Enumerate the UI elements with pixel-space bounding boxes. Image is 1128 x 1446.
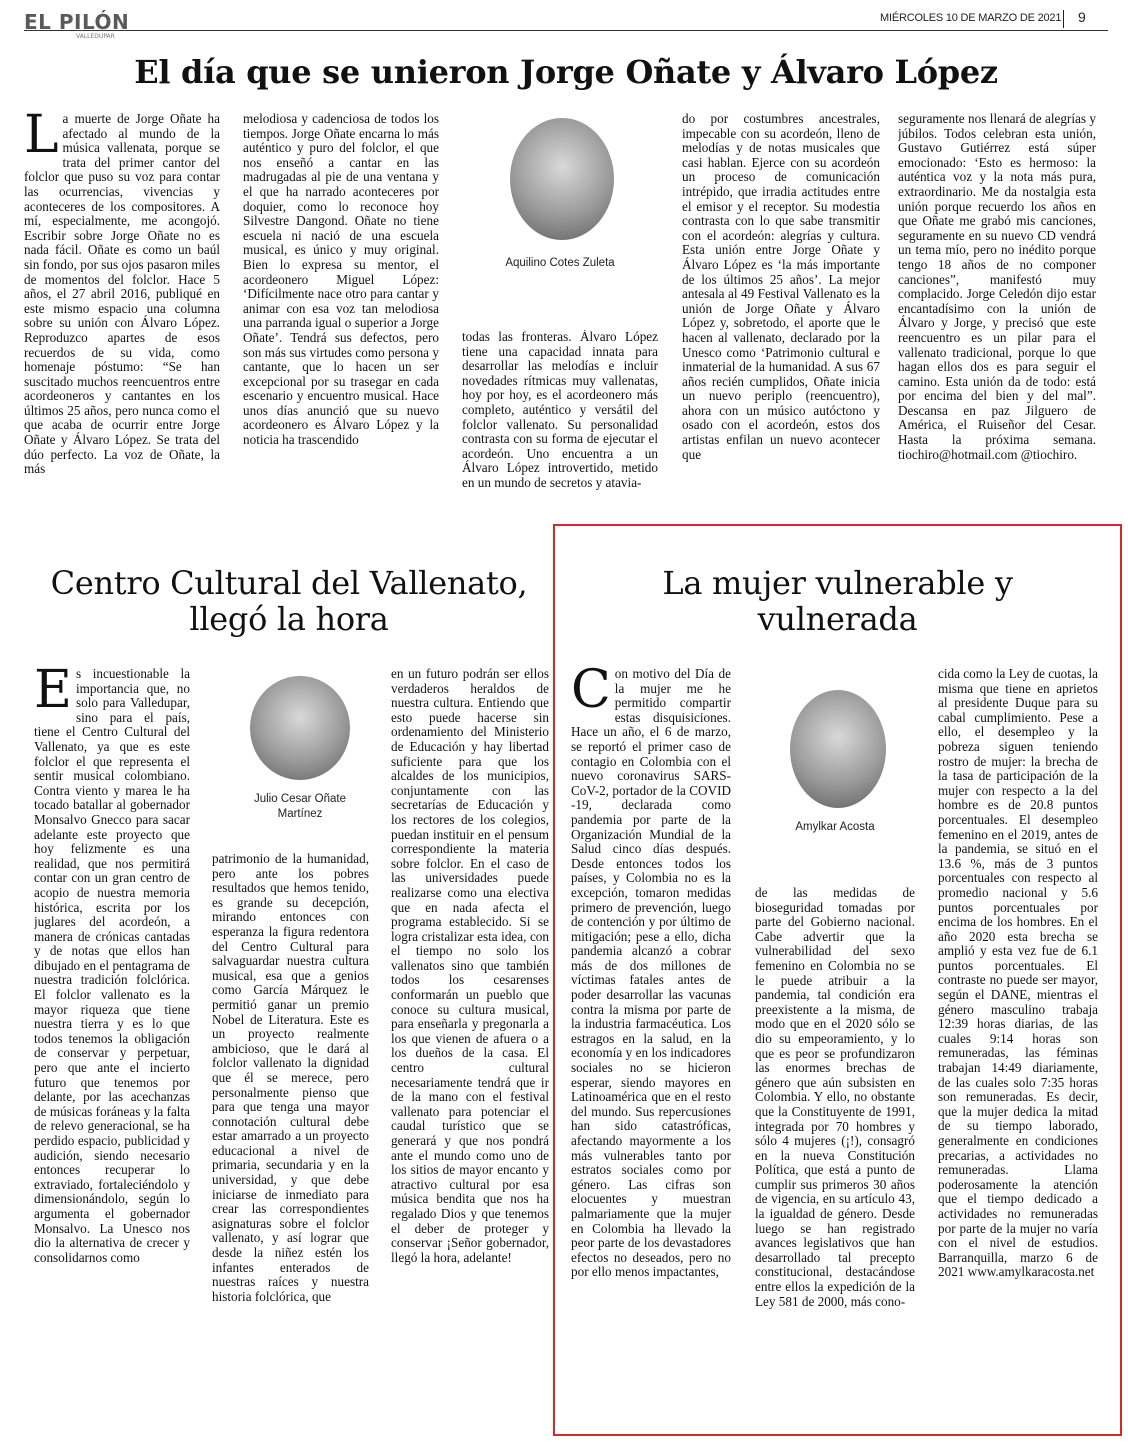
article2-column-3 (391, 667, 549, 1419)
article2-title-line-2: llegó la hora (189, 600, 389, 638)
header-separator (1063, 10, 1064, 28)
article3-title-line-2: vulnerada (757, 600, 918, 638)
article2-title-line-1: Centro Cultural del Vallenato, (50, 564, 528, 602)
article3-col3-text: cida como la Ley de cuotas, la misma que tiene en aprietos al presidente Duque para su cabal cumplimiento. Pese a ello, el desempleo y la pobreza siguen teniendo rostro de mujer: la brecha de la tasa de participación de la mujer con respecto a la del hombre es de 20.8 puntos porcentuales. El desempleo femenino en el 2019, antes de la pandemia, se situó en el 13.6 %, más de 3 puntos porcentuales con respecto al promedio nacional y 5.6 puntos porcentuales por encima de los hombres. En el año 2020 esta brecha se amplió y esta vez fue de 6.1 puntos porcentuales. El contraste no puede ser mayor, según el DANE, mientras el género masculino trabaja 12:39 horas diarias, de las cuales 9:14 horas son remuneradas, las féminas trabajan 14:49 diariamente, de las cuales solo 7:35 horas son remuneradas. Es decir, que la mujer dedica la mitad de su tiempo laborado, generalmente en condiciones precarias, a actividades no remuneradas. Llama poderosamente la atención que el tiempo dedicado a actividades no remuneradas por parte de la mujer no varía con el nivel de estudios. Barranquilla, marzo 6 de 2021 www.amylkaracosta.net (938, 667, 1098, 1280)
article2-caption-line-1: Julio Cesar Oñate (253, 793, 347, 805)
header-rule (24, 30, 1108, 31)
article1-col5-text: seguramente nos llenará de alegrías y júbilos. Todos celebran esta unión, Gustavo Gutiérrez está súper emocionado: ‘Esto es hermoso: la auténtica voz y la nota más pura, extraordinario. Me da nostalgia esta unión porque recuerdo los años en que Oñate me grabó mis canciones, seguramente en su nuevo CD vendrá un tema mío, pero no inédito porque tengo 18 años de no componer canciones”, manifestó muy complacido. Jorge Celedón dijo estar encantadísimo con la unión de Álvaro y Jorge, y precisó que este reencuentro es un pilar para el vallenato tradicional, porque lo que hagan ellos dos es para seguir el camino. Esta unión da de todo: está por encima del bien y del mal”. Descansa en paz Jilguero de América, el Ruiseñor del Cesar. Hasta la próxima semana. tiochiro@hotmail.com @tiochiro. (898, 112, 1096, 462)
article2-col1-text: s incuestionable la importancia que, no solo para Valledupar, sino para el país, tiene el Centro Cultural del Vallenato, ya que es este folclor el que representa el sentir musical colombiano. Contra viento y marea le ha tocado batallar al gobernador Monsalvo Gnecco para sacar adelante este proyecto que hoy felizmente es una realidad, que nos permitirá contar con un gran centro de acopio de nuestra memoria histórica, escrita por los juglares del acordeón, a manera de crónicas cantadas y de notas que ellos han dibujado en el pentagrama de nuestra tradición folclórica. El folclor vallenato es la mayor riqueza que tiene nuestra tierra y es lo que todos tenemos la obligación de conservar y perpetuar, pero que ante el incierto futuro que tenemos por delante, por las acechanzas de músicas foráneas y la falta de relevo generacional, se ha perdido espacio, publicidad y audición, siendo necesario entonces recuperar lo extraviado, fortaleciéndolo y dimensionándolo, según lo argumenta el gobernador Monsalvo. La Unesco nos dio la alternativa de crecer y consolidarnos como (34, 667, 190, 1265)
article2-column-2 (212, 852, 369, 1420)
article2-col2-text: patrimonio de la humanidad, pero ante los pobres resultados que hemos tenido, es grande su decepción, mirando entonces con esperanza la figura redentora del Centro Cultural para salvaguardar nuestra cultura musical, esa que a genios como García Márquez le permitió ganar un premio Nobel de Literatura. Este es un proyecto realmente ambicioso, que le dará al folclor vallenato la dignidad que él se merece, pero personalmente pienso que para que tenga una mayor connotación cultural debe estar amarrado a un proyecto educacional a nivel de primaria, secundaria y en la universidad, y que debe iniciarse de inmediato para crear las correspondientes asignaturas sobre el folclor vallenato, y así lograr que desde la niñez estén los infantes enterados de nuestras raíces y nuestra historia folclórica, que (212, 852, 369, 1304)
article1-col2-text: melodiosa y cadenciosa de todos los tiempos. Jorge Oñate encarna lo más auténtico y puro del folclor, el que nos enseñó a cantar en las madrugadas al pie de una ventana y el que ha narrado aconteceres por doquier, como lo reconoce hoy Silvestre Dangond. Oñate no tiene escuela ni nació de una escuela musical, es único y muy original. Bien lo expresa su mentor, el acordeonero Miguel López: ‘Difícilmente nace otro para cantar y animar con esa voz tan melodiosa una parranda igual o superior a Jorge Oñate’. Tendrá sus defectos, pero son más sus virtudes como persona y cantante, que lo hacen un ser excepcional por su trasegar en cada escenario y encuentro musical. Hace unos días anunció que su nuevo acordeonero es Álvaro López y la noticia ha trascendido (243, 112, 439, 448)
article3-dropcap: C (571, 667, 611, 720)
author-photo-aquilino (510, 118, 614, 240)
article1-col1-text: a muerte de Jorge Oñate ha afectado al mundo de la música vallenata, porque se trata del primer cantor del folclor que puso su voz para contar las ocurrencias, vivencias y aconteceres de los compositores. A mí, especialmente, me acongojó. Escribir sobre Jorge Oñate no es nada fácil. Oñate es como un baúl sin fondo, por sus ojos pasaron miles de momentos del folclor. Hace 5 años, el 27 abril 2016, publiqué en este mismo espacio una columna sobre su unión con Álvaro López. Reproduzco apartes de esos recuerdos de su vida, como homenaje póstumo: “Se han suscitado muchos reencuentros entre acordeoneros y cantantes en los últimos 25 años, pero nunca como el que acaba de ocurrir entre Jorge Oñate y Álvaro López. Se trata del dúo perfecto. La voz de Oñate, la más (24, 112, 220, 477)
article2-column-1 (34, 667, 190, 1419)
article3-column-2 (755, 886, 915, 1420)
issue-date: MIÉRCOLES 10 DE MARZO DE 2021 (880, 12, 1062, 24)
article3-col1-text: on motivo del Día de la mujer me he permitido compartir estas disquisiciones. Hace un año, el 6 de marzo, se reportó el primer caso de contagio en Colombia con el nuevo coronavirus SARS-CoV-2, portador de la COVID -19, declarada como pandemia por parte de la Organización Mundial de la Salud cinco días después. Desde entonces todos los países, y Colombia no es la excepción, tomaron medidas primero de prevención, luego de contención y por último de mitigación; pese a ello, dicha pandemia alcanzó a cobrar más de dos millones de víctimas fatales antes de poder desarrollar las vacunas contra la misma por parte de la industria farmacéutica. Los estragos en la salud, en la economía y en los indicadores sociales no se hicieron esperar, siendo mayores en Latinoamérica que en el resto del mundo. Sus repercusiones han sido catastróficas, afectando mayormente a los más vulnerables tanto por estratos sociales como por género. Las cifras son elocuentes y muestran palmariamente que la mujer en Colombia ha llevado la peor parte de los devastadores efectos no deseados, pero no por ello menos impactantes, (571, 667, 731, 1280)
article2-caption-line-2: Martínez (277, 808, 323, 820)
article2-author-caption (212, 792, 388, 822)
page-number: 9 (1078, 9, 1086, 25)
article1-column-1 (24, 112, 220, 520)
article1-column-4 (682, 112, 880, 520)
author-photo-julio-cesar (250, 676, 350, 780)
article1-col3-text: todas las fronteras. Álvaro López tiene una capacidad innata para desarrollar las melodías e incluir novedades rítmicas muy vallenatas, hoy por hoy, es el acordeonero más completo, auténtico y versátil del folclor vallenato. Su personalidad contrasta con su forma de ejecutar el acordeón. Uno encuentra a un Álvaro López introvertido, metido en un mundo de secretos y atavia- (462, 330, 658, 490)
article1-dropcap: L (24, 112, 59, 165)
article1-column-5 (898, 112, 1096, 520)
article1-column-3 (462, 330, 658, 520)
article3-author-caption: Amylkar Acosta (795, 821, 875, 833)
article1-column-2 (243, 112, 439, 520)
newspaper-logo: EL PILÓN (24, 10, 130, 34)
article2-col3-text: en un futuro podrán ser ellos verdaderos heraldos de nuestra cultura. Entiendo que esto puede hacerse sin ordenamiento del Ministerio de Educación y hay libertad suficiente para que los alcaldes de los municipios, conjuntamente con las secretarías de Educación y los rectores de los colegios, puedan instituir en el pensum correspondiente la materia sobre folclor. En el caso de las universidades puede realizarse como una electiva que en nada afecta el programa establecido. Si se logra cristalizar esta idea, con el tiempo no solo los vallenatos sino que también todos los cesarenses conformarán un pueblo que conoce su cultura musical, para enseñarla y pregonarla a los que vienen de afuera o a los dueños de la casa. El centro cultural necesariamente tendrá que ir de la mano con el festival vallenato para potenciar el caudal turístico que se generará y que nos pondrá ante el mundo como uno de los sitios de mayor encanto y atractivo cultural por esa música bendita que nos ha regalado Dios y que tenemos el deber de proteger y conservar ¡Señor gobernador, llegó la hora, adelante! (391, 667, 549, 1265)
newspaper-logo-subtitle: VALLEDUPAR (76, 33, 115, 40)
article3-col2-text: de las medidas de bioseguridad tomadas por parte del Gobierno nacional. Cabe advertir que la vulnerabilidad del sexo femenino en Colombia no se le puede atribuir a la pandemia, tal condición era preexistente a la misma, de modo que en el 2020 sólo se dio su empeoramiento, y lo que es peor se profundizaron las enormes brechas de género que aún subsisten en Colombia. Y ello, no obstante que la Constituyente de 1991, integrada por 70 hombres y sólo 4 mujeres (¡!), consagró en la nueva Constitución Política, que está a punto de cumplir sus primeros 30 años de vigencia, en su artículo 43, la igualdad de género. Desde luego se han registrado avances legislativos que han desarrollado tal precepto constitucional, destacándose entre ellos la expedición de la Ley 581 de 2000, más cono- (755, 886, 915, 1309)
article3-column-1 (571, 667, 731, 1419)
article2-title-block (24, 565, 554, 637)
article1-col4-text: do por costumbres ancestrales, impecable con su acordeón, lleno de melodías y de notas musicales que casi hablan. Ejerce con su acordeón un proceso de comunicación intrépido, que irradia actitudes entre el emisor y el receptor. Su modestia contrasta con lo que sabe transmitir con el acordeón: alegrías y cultura. Esta unión entre Jorge Oñate y Álvaro López es ‘la más importante de los últimos 25 años’. La mejor antesala al 49 Festival Vallenato es la unión de Jorge Oñate y Álvaro López y, sobretodo, el aporte que le hacen al vallenato, declarado por la Unesco como ‘Patrimonio cultural e inmaterial de la humanidad. A sus 67 años recién cumplidos, Oñate inicia un nuevo periplo (reencuentro), ahora con un músico autóctono y osado con el acordeón, estos dos artistas enfilan un nuevo acontecer que (682, 112, 880, 462)
article1-title-block (24, 54, 1108, 90)
article3-column-3 (938, 667, 1098, 1419)
article3-title-line-1: La mujer vulnerable y (662, 564, 1013, 602)
article1-title: El día que se unieron Jorge Oñate y Álvaro López (134, 53, 998, 91)
author-photo-amylkar (790, 690, 886, 808)
article2-dropcap: E (34, 667, 72, 720)
article1-author-caption: Aquilino Cotes Zuleta (505, 257, 615, 269)
article3-title-block (560, 565, 1115, 637)
